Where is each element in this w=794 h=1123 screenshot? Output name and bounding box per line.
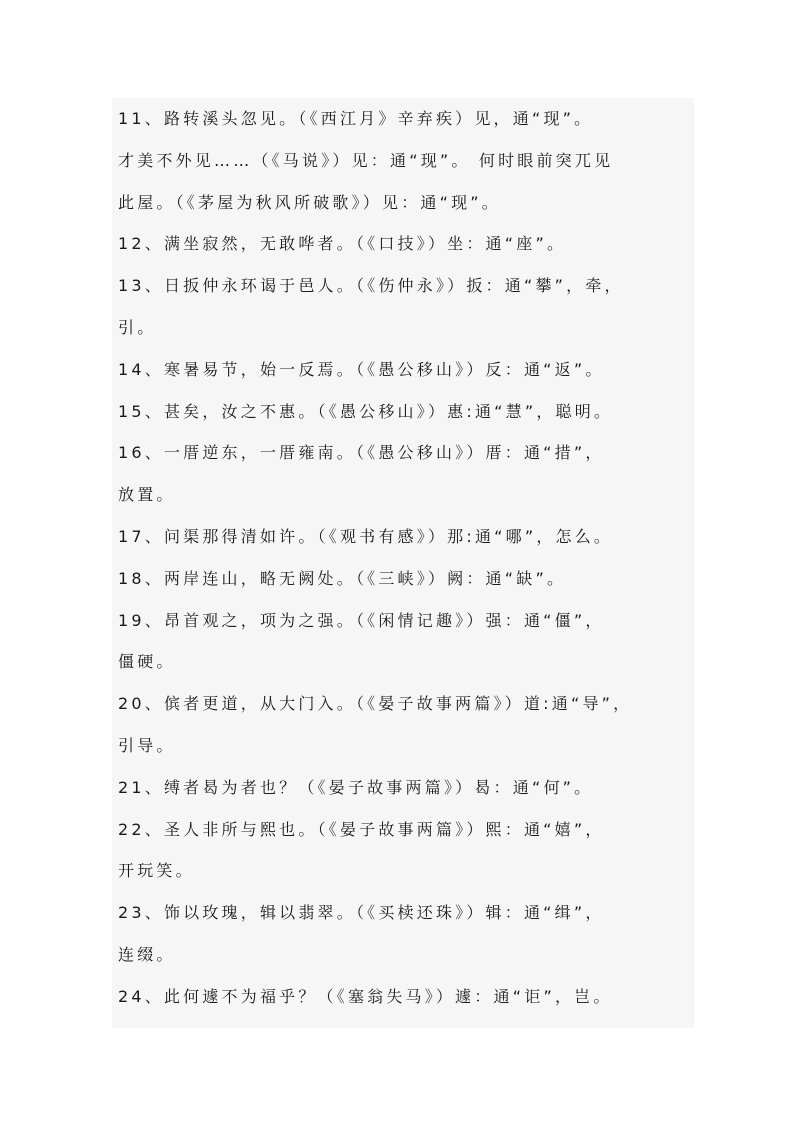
text-line: 23、饰以玫瑰，辑以翡翠。（《买椟还珠》）辑：通“缉”， [118,903,605,923]
text-line: 11、路转溪头忽见。（《西江月》辛弃疾）见，通“现”。 [118,109,594,128]
text-line: 引。 [118,317,157,337]
text-line: 才美不外见……（《马说》）见：通“现”。 何时眼前突兀见 [118,150,614,170]
text-line: 开玩笑。 [118,861,195,881]
text-line: 此屋。（《茅屋为秋风所破歌》）见：通“现”。 [118,192,501,212]
text-line: 18、两岸连山，略无阙处。（《三峡》）阙：通“缺”。 [118,568,567,588]
text-line: 22、圣人非所与熙也。（《晏子故事两篇》）熙：通“嬉”， [118,819,605,839]
text-line: 19、昂首观之，项为之强。（《闲情记趣》）强：通“僵”， [118,610,605,630]
text-line: 17、问渠那得清如许。（《观书有感》）那:通“哪”，怎么。 [118,526,614,546]
text-line: 引导。 [118,735,176,755]
text-line: 连缀。 [118,944,176,964]
text-line: 僵硬。 [118,652,176,672]
text-body [112,98,694,1028]
text-line: 12、满坐寂然，无敢哗者。（《口技》）坐：通“座”。 [118,234,567,254]
text-line: 13、日扳仲永环谒于邑人。（《伤仲永》）扳：通“攀”，牵， [118,276,624,296]
text-line: 20、傧者更道，从大门入。（《晏子故事两篇》）道:通“导”， [118,694,633,714]
text-line: 24、此何遽不为福乎？（《塞翁失马》）遽：通“讵”，岂。 [118,986,613,1006]
text-line: 16、一厝逆东，一厝雍南。（《愚公移山》）厝：通“措”， [118,443,605,463]
text-line: 放置。 [118,485,176,505]
text-line: 15、甚矣，汝之不惠。（《愚公移山》）惠:通“慧”，聪明。 [118,401,614,421]
text-line: 21、缚者曷为者也？（《晏子故事两篇》）曷：通“何”。 [118,777,594,797]
text-line: 14、寒暑易节，始一反焉。（《愚公移山》）反：通“返”。 [118,359,605,379]
